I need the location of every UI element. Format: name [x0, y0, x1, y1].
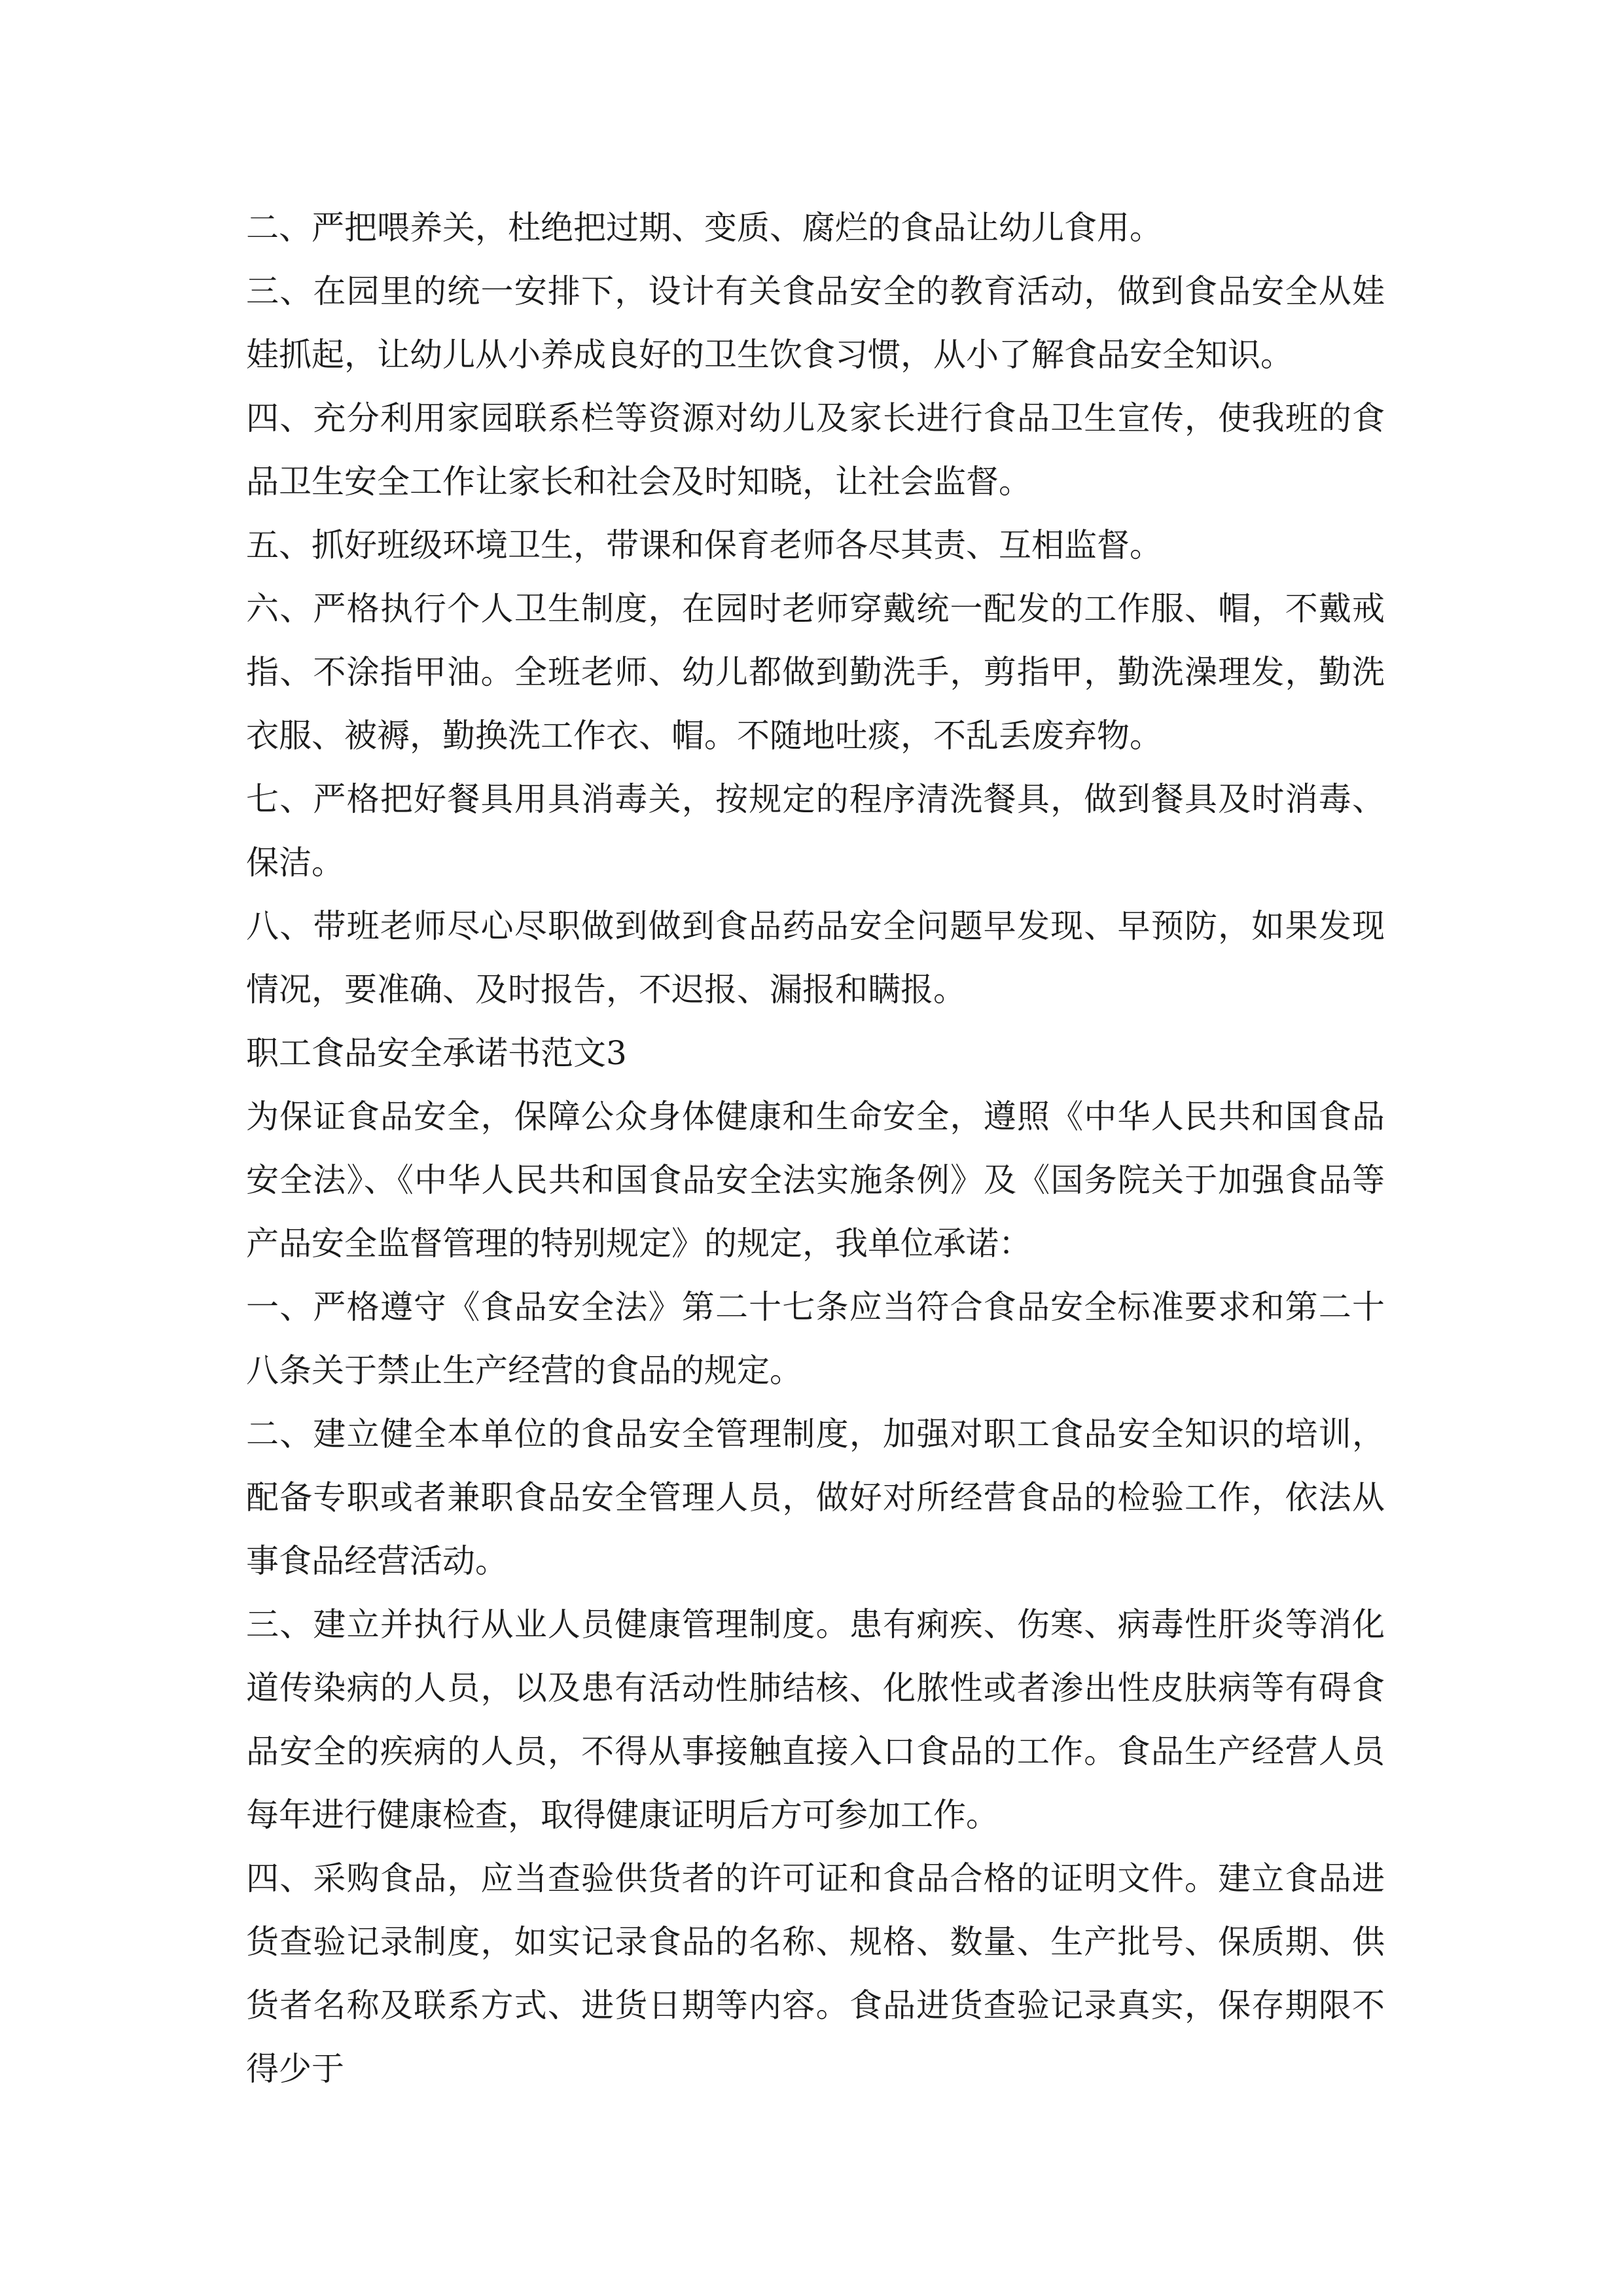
- paragraph-item-7: 七、严格把好餐具用具消毒关，按规定的程序清洗餐具，做到餐具及时消毒、保洁。: [246, 780, 1385, 882]
- paragraph-item-3: 三、在园里的统一安排下，设计有关食品安全的教育活动，做到食品安全从娃娃抓起，让幼儿从小养成良好的卫生饮食习惯，从小了解食品安全知识。: [246, 272, 1385, 374]
- intro-paragraph: 为保证食品安全，保障公众身体健康和生命安全，遵照《中华人民共和国食品安全法》、《中华人民共和国食品安全法实施条例》及《国务院关于加强食品等产品安全监督管理的特别规定》的规定，我单位承诺：: [246, 1098, 1385, 1263]
- paragraph-item-6: 六、严格执行个人卫生制度，在园时老师穿戴统一配发的工作服、帽，不戴戒指、不涂指甲油。全班老师、幼儿都做到勤洗手，剪指甲，勤洗澡理发，勤洗衣服、被褥，勤换洗工作衣、帽。不随地吐痰，不乱丢废弃物。: [246, 590, 1385, 755]
- document-body: [246, 196, 1385, 2101]
- commitment-item-4: 四、采购食品，应当查验供货者的许可证和食品合格的证明文件。建立食品进货查验记录制度，如实记录食品的名称、规格、数量、生产批号、保质期、供货者名称及联系方式、进货日期等内容。食品进货查验记录真实，保存期限不得少于: [246, 1859, 1385, 2088]
- paragraph-item-8: 八、带班老师尽心尽职做到做到食品药品安全问题早发现、早预防，如果发现情况，要准确、及时报告，不迟报、漏报和瞒报。: [246, 907, 1385, 1009]
- paragraph-item-4: 四、充分利用家园联系栏等资源对幼儿及家长进行食品卫生宣传，使我班的食品卫生安全工作让家长和社会及时知晓，让社会监督。: [246, 399, 1385, 501]
- commitment-item-3: 三、建立并执行从业人员健康管理制度。患有痢疾、伤寒、病毒性肝炎等消化道传染病的人员，以及患有活动性肺结核、化脓性或者渗出性皮肤病等有碍食品安全的疾病的人员，不得从事接触直接入口食品的工作。食品生产经营人员每年进行健康检查，取得健康证明后方可参加工作。: [246, 1605, 1385, 1834]
- commitment-item-1: 一、严格遵守《食品安全法》第二十七条应当符合食品安全标准要求和第二十八条关于禁止生产经营的食品的规定。: [246, 1288, 1385, 1390]
- commitment-item-2: 二、建立健全本单位的食品安全管理制度，加强对职工食品安全知识的培训，配备专职或者兼职食品安全管理人员，做好对所经营食品的检验工作，依法从事食品经营活动。: [246, 1415, 1385, 1580]
- paragraph-item-5: 五、抓好班级环境卫生，带课和保育老师各尽其责、互相监督。: [246, 526, 1162, 564]
- section-title: 职工食品安全承诺书范文3: [246, 1034, 627, 1072]
- paragraph-item-2: 二、严把喂养关，杜绝把过期、变质、腐烂的食品让幼儿食用。: [246, 209, 1162, 247]
